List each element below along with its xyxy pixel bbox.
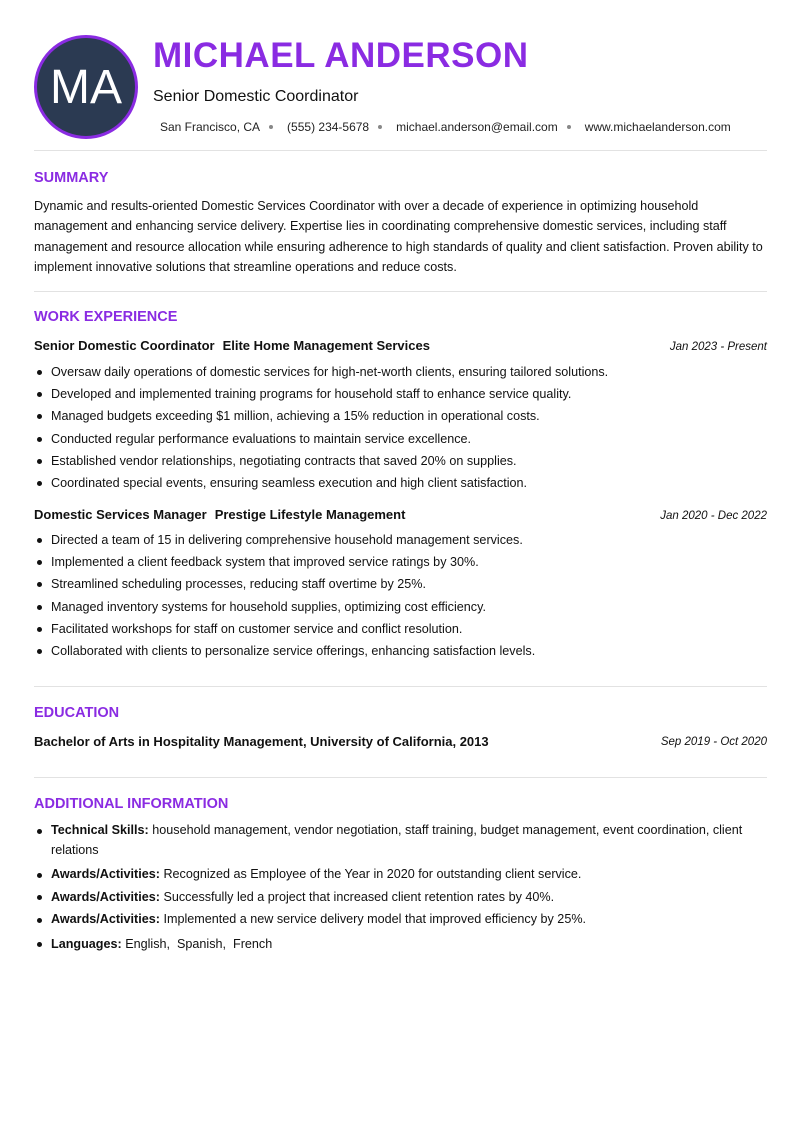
list-item: Established vendor relationships, negotiating contracts that saved 20% on supplies. (34, 450, 769, 472)
item-label: Awards/Activities: (51, 867, 160, 881)
additional-info-list (34, 821, 769, 959)
education-dates: Sep 2019 - Oct 2020 (660, 736, 767, 748)
list-item: Directed a team of 15 in delivering comprehensive household management services. (34, 529, 769, 551)
job-bullet-list (34, 529, 769, 662)
separator-dot-icon (567, 125, 571, 129)
list-item (34, 910, 769, 930)
contact-phone: (555) 234-5678 (287, 120, 370, 134)
candidate-name: MICHAEL ANDERSON (153, 36, 529, 75)
item-label: Languages: (51, 936, 122, 951)
item-text: household management, vendor negotiation, staff training, budget management, event coordination, client relations (51, 823, 743, 857)
separator-dot-icon (269, 125, 273, 129)
item-text: English, Spanish, French (125, 936, 273, 951)
divider (34, 686, 767, 687)
job-heading (34, 507, 767, 522)
job-role: Senior Domestic Coordinator (34, 338, 215, 353)
item-text: Implemented a new service delivery model that improved efficiency by 25%. (163, 912, 587, 926)
list-item: Developed and implemented training programs for household staff to enhance service quality. (34, 383, 769, 405)
job-heading (34, 338, 767, 353)
section-title-experience: WORK EXPERIENCE (34, 309, 178, 325)
avatar-initials: MA (50, 60, 122, 114)
divider (34, 291, 767, 292)
separator-dot-icon (378, 125, 382, 129)
list-item: Conducted regular performance evaluations to maintain service excellence. (34, 428, 769, 450)
section-title-summary: SUMMARY (34, 170, 109, 186)
section-title-education: EDUCATION (34, 705, 120, 721)
list-item: Managed inventory systems for household supplies, optimizing cost efficiency. (34, 596, 769, 618)
contact-email[interactable]: michael.anderson@email.com (396, 120, 558, 134)
item-label: Technical Skills: (51, 823, 149, 837)
job-role: Domestic Services Manager (34, 507, 207, 522)
contact-line (160, 120, 731, 134)
item-text: Recognized as Employee of the Year in 2020 for outstanding client service. (163, 867, 582, 881)
divider (34, 150, 767, 151)
section-title-additional: ADDITIONAL INFORMATION (34, 796, 229, 812)
list-item: Collaborated with clients to personalize service offerings, enhancing satisfaction levels. (34, 640, 769, 662)
list-item: Implemented a client feedback system that improved service ratings by 30%. (34, 551, 769, 573)
job-company: Prestige Lifestyle Management (214, 507, 406, 522)
item-label: Awards/Activities: (51, 912, 160, 926)
job-dates: Jan 2023 - Present (669, 341, 767, 353)
list-item: Managed budgets exceeding $1 million, achieving a 15% reduction in operational costs. (34, 405, 769, 427)
avatar (34, 35, 138, 139)
education-degree: Bachelor of Arts in Hospitality Management, University of California, 2013 (34, 734, 489, 749)
list-item: Coordinated special events, ensuring seamless execution and high client satisfaction. (34, 472, 769, 494)
job-dates: Jan 2020 - Dec 2022 (660, 510, 767, 522)
list-item: Streamlined scheduling processes, reducing staff overtime by 25%. (34, 573, 769, 595)
candidate-title: Senior Domestic Coordinator (153, 88, 359, 105)
job-bullet-list (34, 361, 769, 494)
list-item (34, 865, 769, 885)
item-text: Successfully led a project that increased client retention rates by 40%. (163, 889, 555, 904)
item-label: Awards/Activities: (51, 889, 160, 904)
list-item: Facilitated workshops for staff on customer service and conflict resolution. (34, 618, 769, 640)
job-company: Elite Home Management Services (222, 338, 430, 353)
list-item (34, 888, 769, 908)
divider (34, 777, 767, 778)
list-item (34, 821, 769, 860)
list-item: Oversaw daily operations of domestic services for high-net-worth clients, ensuring tailored solutions. (34, 361, 769, 383)
contact-location: San Francisco, CA (160, 120, 261, 134)
contact-website[interactable]: www.michaelanderson.com (584, 120, 731, 134)
list-item (34, 935, 769, 955)
summary-text: Dynamic and results-oriented Domestic Services Coordinator with over a decade of experience in optimizing household management and enhancing service delivery. Expertise lies in coordinating comprehensive domestic services, including staff management and resource allocation while ensuring adherence to high standards of quality and client satisfaction. Proven ability to implement innovative solutions that streamline operations and reduce costs. (34, 199, 763, 275)
